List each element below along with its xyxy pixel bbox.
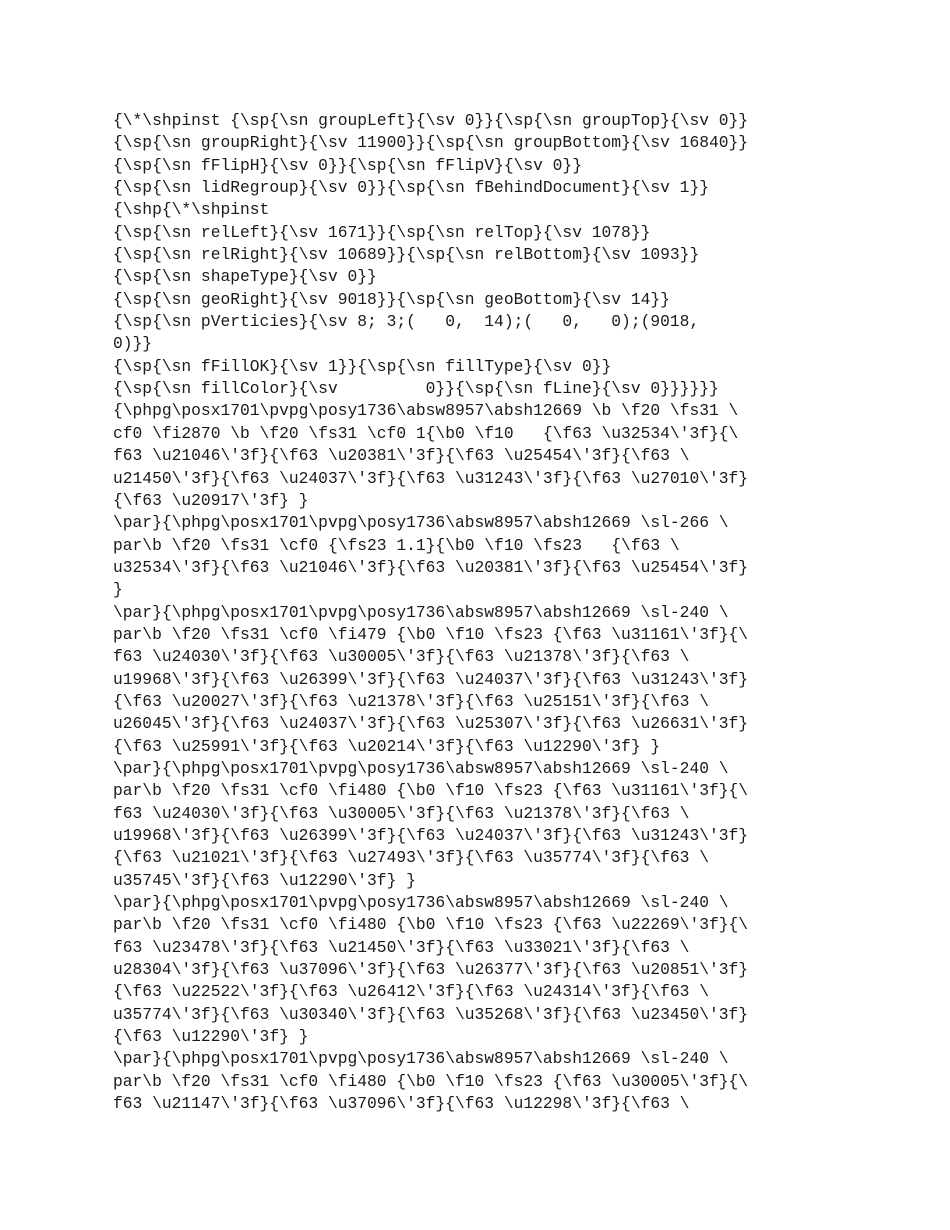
text-line: par\b \f20 \fs31 \cf0 \fi480 {\b0 \f10 \fs23 {\f63 \u22269\'3f}{\: [113, 915, 749, 935]
text-line: \par}{\phpg\posx1701\pvpg\posy1736\absw8957\absh12669 \sl-240 \: [113, 1049, 729, 1069]
text-line: f63 \u21046\'3f}{\f63 \u20381\'3f}{\f63 \u25454\'3f}{\f63 \: [113, 446, 690, 466]
text-line: {\f63 \u20917\'3f} }: [113, 490, 309, 510]
text-line: u35774\'3f}{\f63 \u30340\'3f}{\f63 \u35268\'3f}{\f63 \u23450\'3f}: [113, 1004, 749, 1024]
text-line: u26045\'3f}{\f63 \u24037\'3f}{\f63 \u25307\'3f}{\f63 \u26631\'3f}: [113, 714, 749, 734]
text-line: {\sp{\sn shapeType}{\sv 0}}: [113, 267, 377, 287]
text-line: \par}{\phpg\posx1701\pvpg\posy1736\absw8957\absh12669 \sl-240 \: [113, 893, 729, 913]
text-line: {\sp{\sn relLeft}{\sv 1671}}{\sp{\sn relTop}{\sv 1078}}: [113, 222, 651, 242]
text-line: {\sp{\sn fFillOK}{\sv 1}}{\sp{\sn fillType}{\sv 0}}: [113, 356, 612, 376]
text-line: \par}{\phpg\posx1701\pvpg\posy1736\absw8957\absh12669 \sl-240 \: [113, 758, 729, 778]
text-line: {\phpg\posx1701\pvpg\posy1736\absw8957\absh12669 \b \f20 \fs31 \: [113, 401, 739, 421]
text-line: {\sp{\sn geoRight}{\sv 9018}}{\sp{\sn geoBottom}{\sv 14}}: [113, 289, 670, 309]
text-line: {\sp{\sn groupRight}{\sv 11900}}{\sp{\sn groupBottom}{\sv 16840}}: [113, 133, 749, 153]
text-line: {\f63 \u21021\'3f}{\f63 \u27493\'3f}{\f63 \u35774\'3f}{\f63 \: [113, 848, 709, 868]
text-line: u32534\'3f}{\f63 \u21046\'3f}{\f63 \u20381\'3f}{\f63 \u25454\'3f}: [113, 557, 749, 577]
text-line: {\f63 \u12290\'3f} }: [113, 1027, 309, 1047]
text-line: f63 \u23478\'3f}{\f63 \u21450\'3f}{\f63 \u33021\'3f}{\f63 \: [113, 937, 690, 957]
text-line: cf0 \fi2870 \b \f20 \fs31 \cf0 1{\b0 \f10 {\f63 \u32534\'3f}{\: [113, 423, 739, 443]
text-line: {\shp{\*\shpinst: [113, 200, 270, 220]
rtf-source-text: [113, 110, 853, 1115]
text-line: par\b \f20 \fs31 \cf0 {\fs23 1.1}{\b0 \f10 \fs23 {\f63 \: [113, 535, 680, 555]
text-line: f63 \u24030\'3f}{\f63 \u30005\'3f}{\f63 \u21378\'3f}{\f63 \: [113, 803, 690, 823]
text-line: f63 \u24030\'3f}{\f63 \u30005\'3f}{\f63 \u21378\'3f}{\f63 \: [113, 647, 690, 667]
text-line: \par}{\phpg\posx1701\pvpg\posy1736\absw8957\absh12669 \sl-240 \: [113, 602, 729, 622]
text-line: 0)}}: [113, 334, 153, 354]
text-line: par\b \f20 \fs31 \cf0 \fi479 {\b0 \f10 \fs23 {\f63 \u31161\'3f}{\: [113, 624, 749, 644]
text-line: u21450\'3f}{\f63 \u24037\'3f}{\f63 \u31243\'3f}{\f63 \u27010\'3f}: [113, 468, 749, 488]
text-line: par\b \f20 \fs31 \cf0 \fi480 {\b0 \f10 \fs23 {\f63 \u30005\'3f}{\: [113, 1071, 749, 1091]
text-line: par\b \f20 \fs31 \cf0 \fi480 {\b0 \f10 \fs23 {\f63 \u31161\'3f}{\: [113, 781, 749, 801]
text-line: u35745\'3f}{\f63 \u12290\'3f} }: [113, 870, 416, 890]
text-line: {\*\shpinst {\sp{\sn groupLeft}{\sv 0}}{\sp{\sn groupTop}{\sv 0}}: [113, 111, 749, 130]
text-line: {\sp{\sn fillColor}{\sv 0}}{\sp{\sn fLine}{\sv 0}}}}}}: [113, 379, 719, 399]
text-line: u28304\'3f}{\f63 \u37096\'3f}{\f63 \u26377\'3f}{\f63 \u20851\'3f}: [113, 960, 749, 980]
text-line: {\sp{\sn relRight}{\sv 10689}}{\sp{\sn relBottom}{\sv 1093}}: [113, 245, 700, 265]
text-line: \par}{\phpg\posx1701\pvpg\posy1736\absw8957\absh12669 \sl-266 \: [113, 513, 729, 533]
text-line: {\f63 \u25991\'3f}{\f63 \u20214\'3f}{\f63 \u12290\'3f} }: [113, 736, 661, 756]
text-line: {\sp{\sn lidRegroup}{\sv 0}}{\sp{\sn fBehindDocument}{\sv 1}}: [113, 178, 709, 198]
text-line: {\sp{\sn pVerticies}{\sv 8; 3;( 0, 14);( 0, 0);(9018,: [113, 312, 700, 332]
text-line: {\f63 \u20027\'3f}{\f63 \u21378\'3f}{\f63 \u25151\'3f}{\f63 \: [113, 691, 709, 711]
text-line: {\sp{\sn fFlipH}{\sv 0}}{\sp{\sn fFlipV}{\sv 0}}: [113, 155, 582, 175]
text-line: f63 \u21147\'3f}{\f63 \u37096\'3f}{\f63 \u12298\'3f}{\f63 \: [113, 1094, 690, 1114]
text-line: }: [113, 580, 123, 600]
text-line: u19968\'3f}{\f63 \u26399\'3f}{\f63 \u24037\'3f}{\f63 \u31243\'3f}: [113, 669, 749, 689]
text-line: u19968\'3f}{\f63 \u26399\'3f}{\f63 \u24037\'3f}{\f63 \u31243\'3f}: [113, 826, 749, 845]
text-line: {\f63 \u22522\'3f}{\f63 \u26412\'3f}{\f63 \u24314\'3f}{\f63 \: [113, 982, 709, 1002]
